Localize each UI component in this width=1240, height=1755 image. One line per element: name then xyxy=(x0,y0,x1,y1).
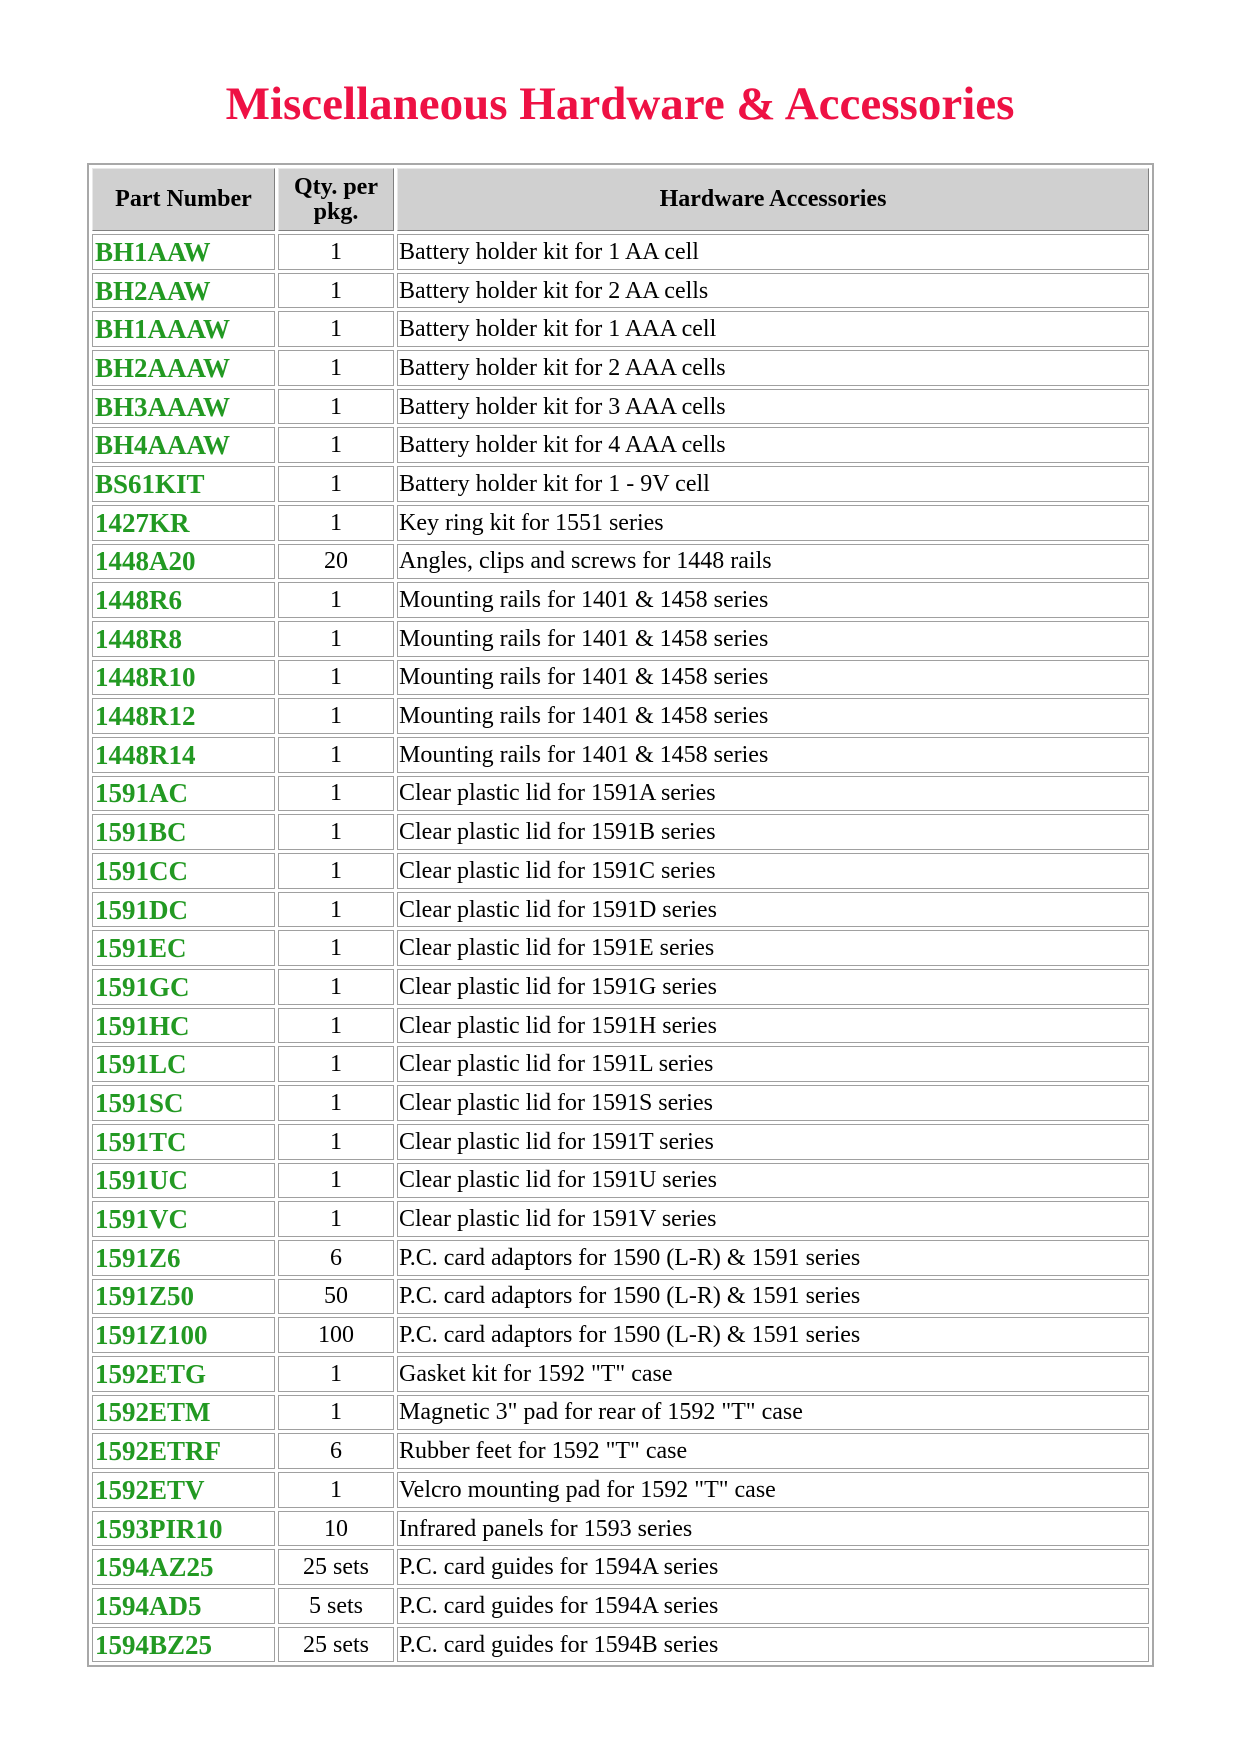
table-row xyxy=(92,737,1149,773)
table-row xyxy=(92,930,1149,966)
description-cell: Clear plastic lid for 1591T series xyxy=(397,1124,1149,1160)
qty-cell: 25 sets xyxy=(278,1549,394,1585)
header-hardware-accessories: Hardware Accessories xyxy=(397,168,1149,231)
table-row xyxy=(92,311,1149,347)
table-row xyxy=(92,234,1149,270)
table-row xyxy=(92,1433,1149,1469)
table-row xyxy=(92,389,1149,425)
qty-cell: 1 xyxy=(278,1201,394,1237)
qty-cell: 1 xyxy=(278,853,394,889)
table-row xyxy=(92,1317,1149,1353)
part-number-cell: BH1AAAW xyxy=(92,311,275,347)
description-cell: Magnetic 3" pad for rear of 1592 "T" case xyxy=(397,1395,1149,1431)
table-row xyxy=(92,505,1149,541)
part-number-cell: 1591SC xyxy=(92,1085,275,1121)
part-number-cell: 1591UC xyxy=(92,1163,275,1199)
table-row xyxy=(92,1279,1149,1315)
qty-cell: 50 xyxy=(278,1279,394,1315)
table-row xyxy=(92,1549,1149,1585)
qty-cell: 1 xyxy=(278,1163,394,1199)
part-number-cell: 1592ETV xyxy=(92,1472,275,1508)
table-row xyxy=(92,427,1149,463)
part-number-cell: 1591LC xyxy=(92,1046,275,1082)
part-number-cell: BH1AAW xyxy=(92,234,275,270)
table-body xyxy=(92,234,1149,1662)
part-number-cell: 1591Z100 xyxy=(92,1317,275,1353)
qty-cell: 20 xyxy=(278,544,394,580)
description-cell: Clear plastic lid for 1591C series xyxy=(397,853,1149,889)
part-number-cell: 1591Z6 xyxy=(92,1240,275,1276)
description-cell: Clear plastic lid for 1591A series xyxy=(397,776,1149,812)
qty-cell: 1 xyxy=(278,776,394,812)
description-cell: Clear plastic lid for 1591S series xyxy=(397,1085,1149,1121)
table-row xyxy=(92,1163,1149,1199)
part-number-cell: 1591TC xyxy=(92,1124,275,1160)
description-cell: Clear plastic lid for 1591G series xyxy=(397,969,1149,1005)
part-number-cell: BH2AAAW xyxy=(92,350,275,386)
description-cell: Velcro mounting pad for 1592 "T" case xyxy=(397,1472,1149,1508)
description-cell: Battery holder kit for 1 - 9V cell xyxy=(397,466,1149,502)
part-number-cell: 1594BZ25 xyxy=(92,1627,275,1663)
table-row xyxy=(92,1201,1149,1237)
qty-cell: 1 xyxy=(278,273,394,309)
description-cell: P.C. card adaptors for 1590 (L-R) & 1591 series xyxy=(397,1317,1149,1353)
description-cell: Angles, clips and screws for 1448 rails xyxy=(397,544,1149,580)
description-cell: Battery holder kit for 4 AAA cells xyxy=(397,427,1149,463)
part-number-cell: 1448A20 xyxy=(92,544,275,580)
part-number-cell: 1448R12 xyxy=(92,698,275,734)
table-row xyxy=(92,544,1149,580)
description-cell: P.C. card guides for 1594A series xyxy=(397,1588,1149,1624)
qty-cell: 1 xyxy=(278,1472,394,1508)
description-cell: Mounting rails for 1401 & 1458 series xyxy=(397,698,1149,734)
part-number-cell: 1448R10 xyxy=(92,660,275,696)
table-row xyxy=(92,969,1149,1005)
table-row xyxy=(92,660,1149,696)
page-title: Miscellaneous Hardware & Accessories xyxy=(225,78,1015,130)
table-row xyxy=(92,350,1149,386)
part-number-cell: 1591BC xyxy=(92,814,275,850)
description-cell: Mounting rails for 1401 & 1458 series xyxy=(397,737,1149,773)
description-cell: Mounting rails for 1401 & 1458 series xyxy=(397,660,1149,696)
qty-cell: 1 xyxy=(278,814,394,850)
table-row xyxy=(92,853,1149,889)
qty-cell: 1 xyxy=(278,1356,394,1392)
table-row xyxy=(92,1085,1149,1121)
qty-cell: 1 xyxy=(278,389,394,425)
qty-cell: 1 xyxy=(278,505,394,541)
qty-cell: 1 xyxy=(278,582,394,618)
qty-cell: 6 xyxy=(278,1433,394,1469)
table-row xyxy=(92,776,1149,812)
description-cell: P.C. card guides for 1594A series xyxy=(397,1549,1149,1585)
description-cell: Clear plastic lid for 1591E series xyxy=(397,930,1149,966)
description-cell: Clear plastic lid for 1591B series xyxy=(397,814,1149,850)
table-row xyxy=(92,892,1149,928)
qty-cell: 1 xyxy=(278,1124,394,1160)
description-cell: Battery holder kit for 3 AAA cells xyxy=(397,389,1149,425)
part-number-cell: 1591EC xyxy=(92,930,275,966)
description-cell: P.C. card guides for 1594B series xyxy=(397,1627,1149,1663)
qty-cell: 25 sets xyxy=(278,1627,394,1663)
description-cell: Battery holder kit for 2 AAA cells xyxy=(397,350,1149,386)
part-number-cell: BH3AAAW xyxy=(92,389,275,425)
qty-cell: 1 xyxy=(278,660,394,696)
description-cell: Clear plastic lid for 1591H series xyxy=(397,1008,1149,1044)
part-number-cell: 1592ETM xyxy=(92,1395,275,1431)
description-cell: Battery holder kit for 1 AAA cell xyxy=(397,311,1149,347)
description-cell: Battery holder kit for 2 AA cells xyxy=(397,273,1149,309)
part-number-cell: 1594AZ25 xyxy=(92,1549,275,1585)
table-row xyxy=(92,466,1149,502)
description-cell: Mounting rails for 1401 & 1458 series xyxy=(397,582,1149,618)
part-number-cell: 1591AC xyxy=(92,776,275,812)
table-row xyxy=(92,1124,1149,1160)
description-cell: P.C. card adaptors for 1590 (L-R) & 1591 series xyxy=(397,1240,1149,1276)
description-cell: Clear plastic lid for 1591U series xyxy=(397,1163,1149,1199)
table-header-row xyxy=(92,168,1149,231)
part-number-cell: 1591CC xyxy=(92,853,275,889)
qty-cell: 1 xyxy=(278,350,394,386)
part-number-cell: BH4AAAW xyxy=(92,427,275,463)
table-row xyxy=(92,1356,1149,1392)
qty-cell: 1 xyxy=(278,892,394,928)
table-row xyxy=(92,582,1149,618)
description-cell: Battery holder kit for 1 AA cell xyxy=(397,234,1149,270)
qty-cell: 1 xyxy=(278,1085,394,1121)
header-part-number: Part Number xyxy=(92,168,275,231)
table-row xyxy=(92,1046,1149,1082)
table-row xyxy=(92,621,1149,657)
qty-cell: 1 xyxy=(278,621,394,657)
part-number-cell: 1448R14 xyxy=(92,737,275,773)
part-number-cell: BS61KIT xyxy=(92,466,275,502)
part-number-cell: 1591Z50 xyxy=(92,1279,275,1315)
header-qty-per-pkg: Qty. per pkg. xyxy=(278,168,394,231)
description-cell: P.C. card adaptors for 1590 (L-R) & 1591 series xyxy=(397,1279,1149,1315)
table-row xyxy=(92,273,1149,309)
qty-cell: 1 xyxy=(278,427,394,463)
table-row xyxy=(92,1240,1149,1276)
table-row xyxy=(92,814,1149,850)
description-cell: Key ring kit for 1551 series xyxy=(397,505,1149,541)
table-row xyxy=(92,698,1149,734)
qty-cell: 1 xyxy=(278,737,394,773)
qty-cell: 1 xyxy=(278,930,394,966)
part-number-cell: 1448R8 xyxy=(92,621,275,657)
part-number-cell: 1591VC xyxy=(92,1201,275,1237)
part-number-cell: 1591GC xyxy=(92,969,275,1005)
part-number-cell: 1594AD5 xyxy=(92,1588,275,1624)
qty-cell: 6 xyxy=(278,1240,394,1276)
description-cell: Gasket kit for 1592 "T" case xyxy=(397,1356,1149,1392)
description-cell: Infrared panels for 1593 series xyxy=(397,1511,1149,1547)
table-row xyxy=(92,1472,1149,1508)
table-row xyxy=(92,1511,1149,1547)
qty-cell: 1 xyxy=(278,698,394,734)
part-number-cell: 1591HC xyxy=(92,1008,275,1044)
part-number-cell: 1592ETRF xyxy=(92,1433,275,1469)
qty-cell: 1 xyxy=(278,234,394,270)
qty-cell: 10 xyxy=(278,1511,394,1547)
part-number-cell: 1592ETG xyxy=(92,1356,275,1392)
table-row xyxy=(92,1588,1149,1624)
description-cell: Clear plastic lid for 1591V series xyxy=(397,1201,1149,1237)
description-cell: Clear plastic lid for 1591D series xyxy=(397,892,1149,928)
part-number-cell: 1427KR xyxy=(92,505,275,541)
qty-cell: 1 xyxy=(278,1008,394,1044)
part-number-cell: 1593PIR10 xyxy=(92,1511,275,1547)
qty-cell: 1 xyxy=(278,466,394,502)
description-cell: Rubber feet for 1592 "T" case xyxy=(397,1433,1149,1469)
table-row xyxy=(92,1008,1149,1044)
hardware-table xyxy=(89,165,1152,1665)
part-number-cell: 1448R6 xyxy=(92,582,275,618)
description-cell: Clear plastic lid for 1591L series xyxy=(397,1046,1149,1082)
qty-cell: 1 xyxy=(278,311,394,347)
qty-cell: 1 xyxy=(278,1046,394,1082)
table-row xyxy=(92,1395,1149,1431)
table-row xyxy=(92,1627,1149,1663)
part-number-cell: 1591DC xyxy=(92,892,275,928)
description-cell: Mounting rails for 1401 & 1458 series xyxy=(397,621,1149,657)
qty-cell: 1 xyxy=(278,1395,394,1431)
part-number-cell: BH2AAW xyxy=(92,273,275,309)
qty-cell: 5 sets xyxy=(278,1588,394,1624)
qty-cell: 100 xyxy=(278,1317,394,1353)
hardware-table-container xyxy=(87,163,1154,1667)
qty-cell: 1 xyxy=(278,969,394,1005)
